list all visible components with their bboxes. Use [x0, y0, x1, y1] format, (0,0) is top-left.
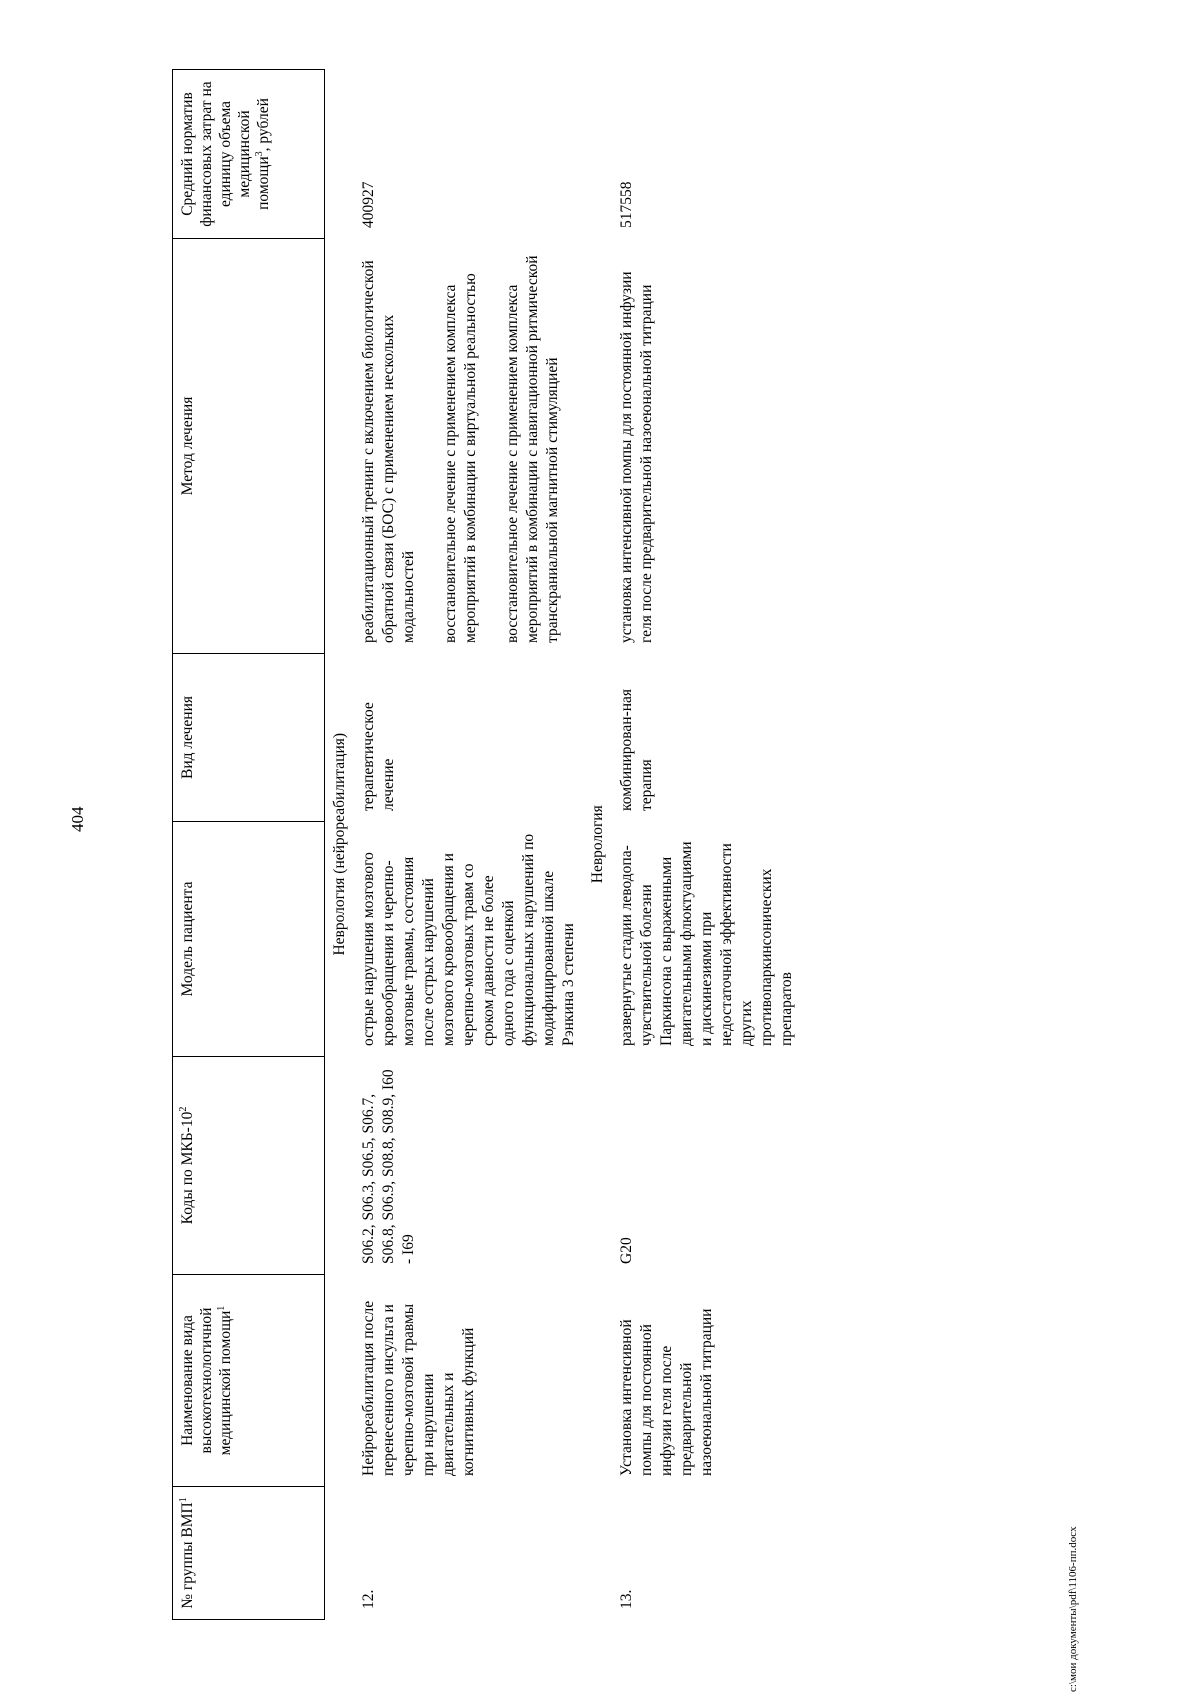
header-cost-standard: Средний норматив финансовых затрат на единицу объема медицинской помощи$^3$, рублей — [173, 70, 325, 239]
row12-patient-model: острые нарушения мозгового кровообращения и черепно-мозговые травмы, состояния после острых нарушений мозгового кровообращения и черепно-мозговых травм со сроком давности не более одного года с оценкой функциональных нарушений по модифицированной шкале Рэнкина 3 степени — [360, 833, 577, 1046]
table-header-row — [173, 70, 325, 1620]
row12-number: 12. — [360, 1589, 377, 1609]
row13-method: установка интенсивной помпы для постоянной инфузии геля после предварительной назоеюнальной титрации — [618, 271, 655, 643]
footer-file-path: c:\мои документы\pdf\1106-пп.docx — [1067, 1526, 1079, 1692]
row12-method-2: восстановительное лечение с применением комплекса мероприятий в комбинации с виртуальной реальностью — [442, 273, 479, 643]
row12-icd-codes: S06.2, S06.3, S06.5, S06.7, S06.8, S06.9, S08.8, S08.9, I60 - I69 — [360, 1069, 417, 1264]
row12-treatment-type: терапевтическое лечение — [360, 702, 397, 811]
row13-cost: 517558 — [618, 181, 635, 228]
row12-methods — [354, 239, 583, 654]
page-number: 404 — [68, 806, 87, 832]
header-treatment-type: Вид лечения — [173, 654, 325, 822]
row13-treatment-type: комбинирован-ная терапия — [618, 688, 655, 811]
row12-name: Нейрореабилитация после перенесенного инсульта и черепно-мозговой травмы при нарушении двигательных и когнитивных функций — [360, 1300, 477, 1476]
rotated-page-content — [172, 70, 1132, 1620]
header-treatment-method: Метод лечения — [173, 239, 325, 654]
row12-cost: 400927 — [360, 181, 377, 228]
vmp-table — [172, 69, 801, 1620]
row12-method-3: восстановительное лечение с применением комплекса мероприятий в комбинации с навигационной ритмической транскраниальной магнитной стимуляцией — [504, 255, 561, 643]
row13-icd-codes: G20 — [618, 1237, 635, 1264]
header-icd-codes: Коды по МКБ-$10^2$ — [173, 1057, 325, 1275]
row13-patient-model: развернутые стадии леводопа-чувствительной болезни Паркинсона с выраженными двигательными флюктуациями и дискинезиями при недостаточной эффективности других противопаркинсонических препаратов — [618, 841, 795, 1046]
header-patient-model: Модель пациента — [173, 822, 325, 1057]
section-row — [325, 70, 355, 1620]
section-title-neurology: Неврология — [589, 805, 606, 884]
table-row-13 — [612, 70, 801, 1620]
header-vmp-name: Наименование вида высокотехнологичной медицинской помощи$^1$ — [173, 1275, 325, 1487]
section-title-neurorehab: Неврология (нейрореабилитация) — [331, 732, 348, 956]
row13-number: 13. — [618, 1589, 635, 1609]
header-group-number: № группы ВМП$^1$ — [173, 1487, 325, 1620]
row13-name: Установка интенсивной помпы для постоянной инфузии геля после предварительной назоеюнальной титрации — [618, 1308, 715, 1476]
row12-method-1: реабилитационный тренинг с включением биологической обратной связи (БОС) с применением нескольких модальностей — [360, 260, 417, 643]
section-row — [583, 70, 612, 1620]
table-row-12 — [354, 70, 583, 1620]
